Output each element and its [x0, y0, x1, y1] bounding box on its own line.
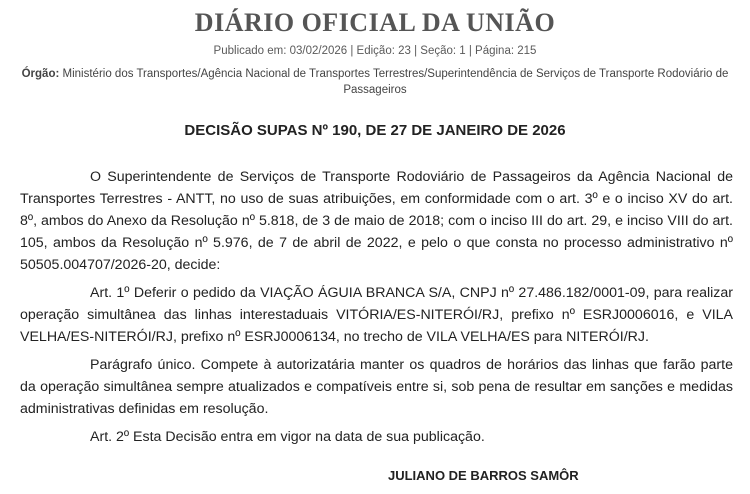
publication-info: Publicado em: 03/02/2026 | Edição: 23 | Seção: 1 | Página: 215 — [213, 45, 537, 57]
article-2-paragraph: Art. 2º Esta Decisão entra em vigor na data de sua publicação. — [90, 429, 485, 445]
preamble-paragraph: O Superintendente de Serviços de Transporte Rodoviário de Passageiros da Agência Nacional de Transportes Terrestres - ANTT, no uso de suas atribuições, em conformidade com o art. 3º e o inciso XV do art. 8º, ambos do Anexo da Resolução nº 5.818, de 3 de maio de 2018; com o inciso III do art. 29, e inciso VIII do art. 105, ambos da Resolução nº 5.976, de 7 de abril de 2022, e pelo o que consta no processo administrativo nº 50505.004707/2026-20, decide: — [20, 169, 733, 273]
sole-paragraph: Parágrafo único. Compete à autorizatária manter os quadros de horários das linhas que farão parte da operação simultânea sempre atualizados e compatíveis entre si, sob pena de resultar em sanções e medidas administrativas definidas em resolução. — [20, 357, 733, 417]
signature: JULIANO DE BARROS SAMÔR — [388, 468, 579, 483]
masthead-title: DIÁRIO OFICIAL DA UNIÃO — [194, 8, 556, 37]
orgao-label: Órgão: — [21, 68, 60, 80]
orgao-line — [20, 66, 730, 98]
orgao-value: Ministério dos Transportes/Agência Nacional de Transportes Terrestres/Superintendência de Serviços de Transporte Rodoviário de Passageiros — [62, 68, 729, 96]
decision-title: DECISÃO SUPAS Nº 190, DE 27 DE JANEIRO DE 2026 — [184, 122, 566, 139]
article-1-paragraph: Art. 1º Deferir o pedido da VIAÇÃO ÁGUIA BRANCA S/A, CNPJ nº 27.486.182/0001-09, para realizar operação simultânea das linhas interestaduais VITÓRIA/ES-NITERÓI/RJ, prefixo nº ESRJ0006016, e VILA VELHA/ES-NITERÓI/RJ, prefixo nº ESRJ0006134, no trecho de VILA VELHA/ES para NITERÓI/RJ. — [20, 285, 733, 345]
